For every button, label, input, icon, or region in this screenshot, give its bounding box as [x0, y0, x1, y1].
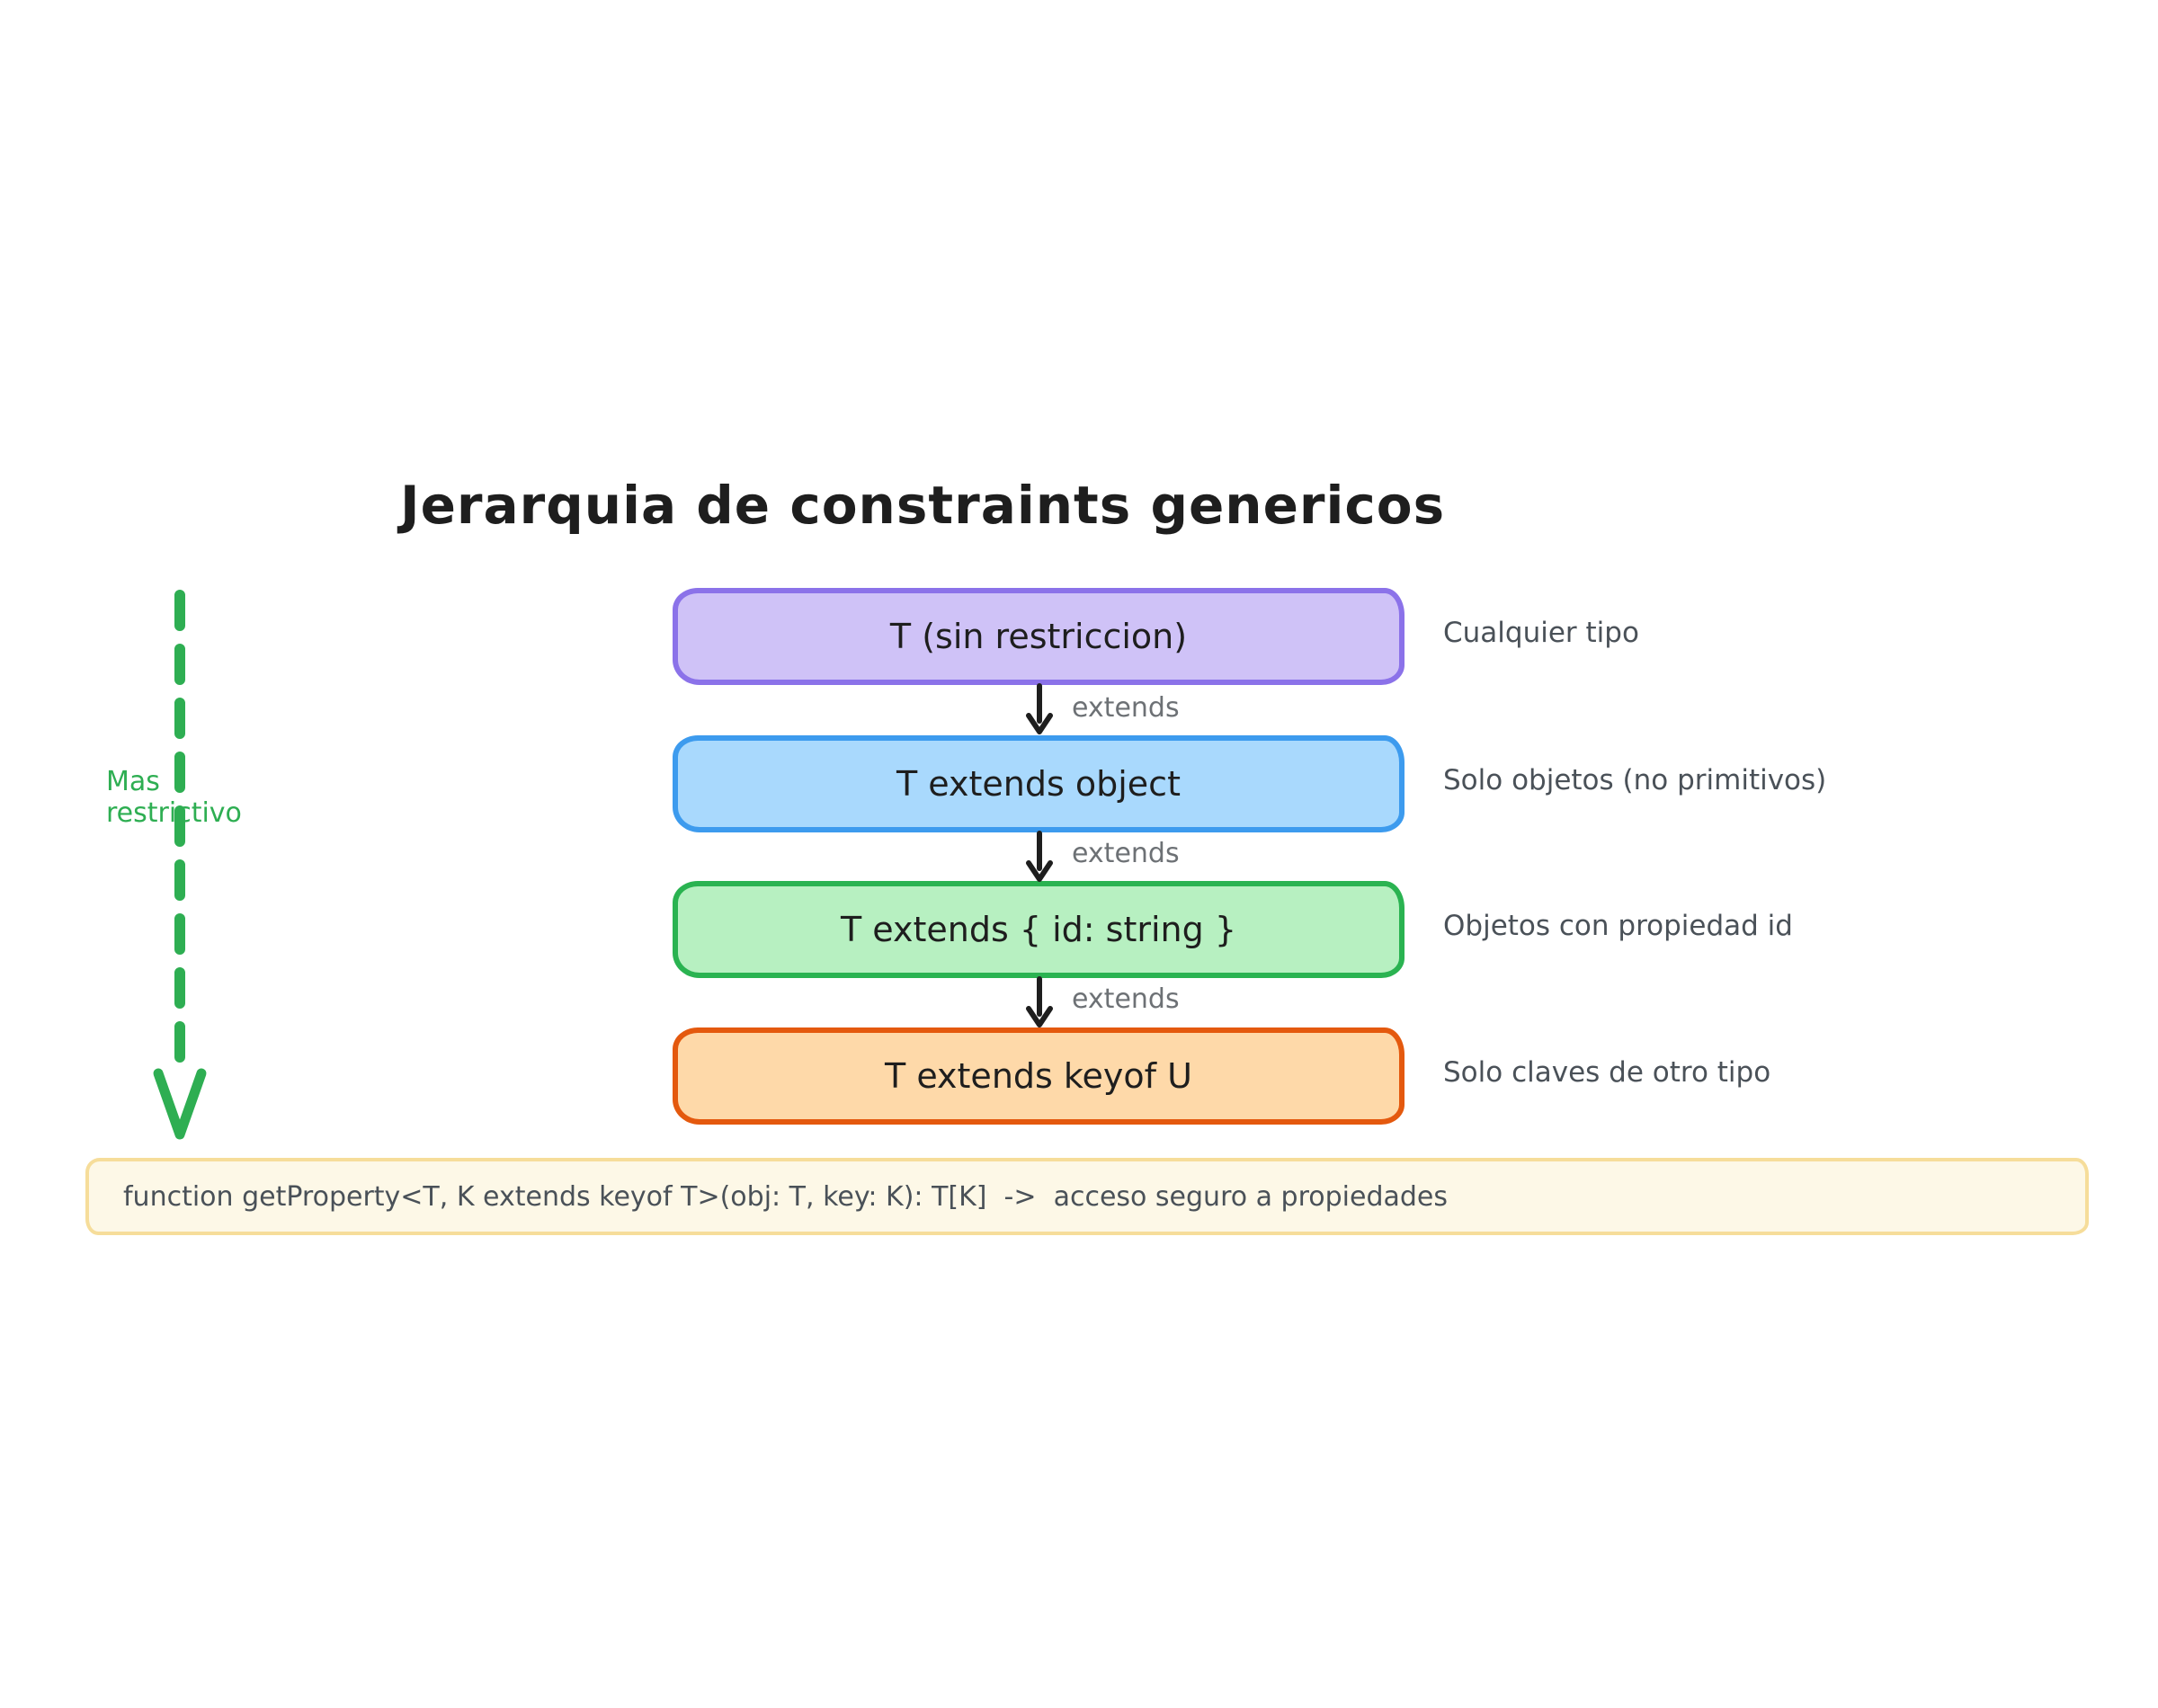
diagram-title: Jerarquia de constraints genericos: [400, 475, 1446, 536]
node-extends-id-string-annotation: Objetos con propiedad id: [1443, 910, 1793, 942]
extends-arrow-icon: [1021, 683, 1057, 735]
node-extends-keyof-u: [673, 1027, 1404, 1125]
more-restrictive-arrow-icon: [151, 590, 216, 1147]
node-extends-object: [673, 735, 1404, 832]
extends-arrow-icon: [1021, 976, 1057, 1028]
node-extends-keyof-u-label: T extends keyof U: [885, 1056, 1192, 1096]
code-note-text: function getProperty<T, K extends keyof T>(obj: T, key: K): T[K] -> acceso seguro a propiedades: [123, 1180, 1449, 1213]
code-note: [85, 1158, 2089, 1235]
more-restrictive-label: [106, 766, 242, 829]
extends-edge-label: extends: [1072, 838, 1180, 869]
node-extends-id-string: [673, 881, 1404, 978]
node-extends-keyof-u-annotation: Solo claves de otro tipo: [1443, 1056, 1771, 1089]
node-extends-object-annotation: Solo objetos (no primitivos): [1443, 764, 1827, 796]
node-extends-id-string-label: T extends { id: string }: [840, 910, 1236, 949]
extends-arrow-icon: [1021, 831, 1057, 883]
node-unrestricted: [673, 588, 1404, 685]
extends-edge-label: extends: [1072, 983, 1180, 1015]
more-restrictive-label-line1: Mas: [106, 766, 160, 797]
node-unrestricted-label: T (sin restriccion): [889, 617, 1188, 656]
node-unrestricted-annotation: Cualquier tipo: [1443, 617, 1639, 649]
more-restrictive-label-line2: restrictivo: [106, 797, 242, 829]
node-extends-object-label: T extends object: [896, 764, 1181, 804]
extends-edge-label: extends: [1072, 692, 1180, 724]
